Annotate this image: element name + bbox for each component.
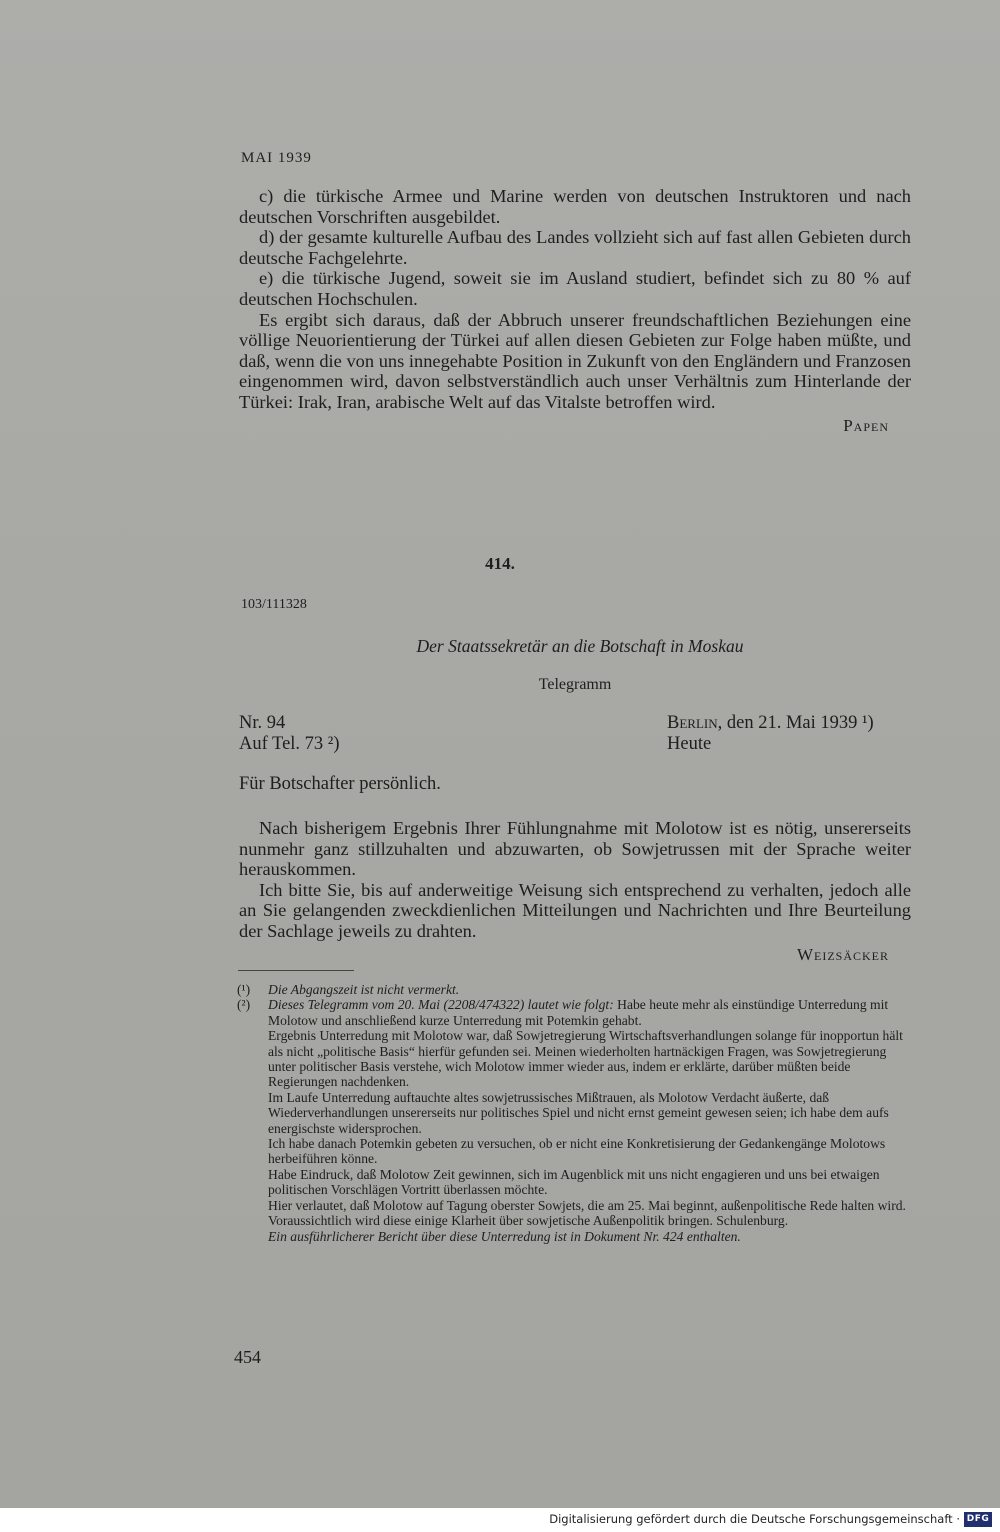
continuation-text bbox=[239, 186, 911, 436]
telegram-meta-right bbox=[667, 713, 874, 755]
telegram-urgency: Heute bbox=[667, 734, 712, 754]
footnote-2-mark: (²) bbox=[237, 997, 251, 1013]
telegram-body bbox=[239, 818, 911, 965]
continuation-paragraph-d: d) der gesamte kulturelle Aufbau des Landes vollzieht sich auf fast allen Gebieten durch deutsche Fachgelehrte. bbox=[239, 227, 911, 268]
telegram-dateline bbox=[667, 713, 874, 734]
digitization-footer bbox=[0, 1508, 1000, 1532]
document-kind: Telegramm bbox=[538, 676, 612, 693]
telegram-paragraph: Nach bisherigem Ergebnis Ihrer Fühlungnahme mit Molotow ist es nötig, unsererseits nunmehr ganz stillzuhalten und abzuwarten, ob Sowjetrussen mit der Sprache weiter herauskommen. bbox=[239, 818, 911, 880]
continuation-paragraph-c: c) die türkische Armee und Marine werden von deutschen Instruktoren und nach deutschen Vorschriften ausgebildet. bbox=[239, 186, 911, 227]
file-reference: 103/111328 bbox=[241, 597, 307, 612]
footnote-2-paragraph: Habe Eindruck, daß Molotow Zeit gewinnen, sich im Augenblick mit uns nicht engagieren und uns bei etwaigen politischen Vorschlägen Vortritt überlassen möchte. bbox=[268, 1166, 880, 1198]
running-head: MAI 1939 bbox=[241, 150, 312, 166]
document-number: 414. bbox=[485, 554, 515, 573]
signature-weizsaecker: Weizsäcker bbox=[796, 944, 889, 964]
footnote-2-paragraph: Hier verlautet, daß Molotow auf Tagung oberster Sowjets, die am 25. Mai beginnt, außenpolitische Rede halten wird. Voraussichtlich wird diese einige Klarheit über sowjetische Außenpolitik bringen. Schulenburg. bbox=[268, 1197, 906, 1229]
telegram-paragraph: Ich bitte Sie, bis auf anderweitige Weisung sich entsprechend zu verhalten, jedoch alle an Sie gelangenden zweckdienlichen Mitteilungen und Nachrichten und Ihre Beurteilung der Sachlage jeweils zu drahten. bbox=[239, 879, 911, 941]
dfg-credit-text: Digitalisierung gefördert durch die Deutsche Forschungsgemeinschaft · bbox=[549, 1512, 960, 1526]
footnote-2-closing: Ein ausführlicherer Bericht über diese Unterredung ist in Dokument Nr. 424 enthalten. bbox=[268, 1228, 741, 1244]
footnote-2-intro-text: Habe heute mehr als einstündige Unterredung mit Molotow und anschließend kurze Unterredung mit Potemkin gehabt. bbox=[268, 997, 889, 1028]
footnote-2 bbox=[237, 997, 911, 1028]
document-title: Der Staatssekretär an die Botschaft in Moskau bbox=[416, 636, 744, 656]
page-number: 454 bbox=[234, 1347, 261, 1367]
continuation-paragraph-e: e) die türkische Jugend, soweit sie im Ausland studiert, befindet sich zu 80 % auf deutschen Hochschulen. bbox=[239, 268, 911, 309]
telegram-place: Berlin bbox=[667, 713, 718, 733]
footnote-rule bbox=[238, 970, 354, 971]
footnote-1-text: Die Abgangszeit ist nicht vermerkt. bbox=[268, 982, 460, 997]
telegram-reference: Auf Tel. 73 ²) bbox=[239, 734, 340, 754]
footnote-1 bbox=[237, 982, 911, 997]
telegram-number: Nr. 94 bbox=[239, 713, 286, 733]
addressee-line: Für Botschafter persönlich. bbox=[239, 774, 441, 794]
continuation-paragraph-conclusion: Es ergibt sich daraus, daß der Abbruch unserer freundschaftlichen Beziehungen eine völlige Neuorientierung der Türkei auf allen diesen Gebieten zur Folge haben müßte, und daß, wenn die von uns innegehabte Position in Zukunft von den Engländern und Franzosen eingenommen wird, davon selbstverständlich auch unser Verhältnis zum Hinterlande der Türkei: Irak, Iran, arabische Welt auf das Vitalste betroffen wird. bbox=[239, 309, 911, 412]
telegram-meta-left bbox=[239, 713, 340, 755]
telegram-date: , den 21. Mai 1939 ¹) bbox=[717, 713, 874, 733]
dfg-logo: DFG bbox=[964, 1512, 992, 1527]
footnote-2-paragraph: Ergebnis Unterredung mit Molotow war, daß Sowjetregierung Wirtschaftsverhandlungen solange für inopportun hält als nicht „politische Basis“ hierfür gefunden sei. Meinen wiederholten hartnäckigen Fragen, was Sowjetregierung unter politischer Basis verstehe, wich Molotow immer wieder aus, indem er erklärte, darüber müßten beide Regierungen nachdenken. bbox=[268, 1028, 903, 1090]
footnotes bbox=[237, 982, 911, 1244]
footnote-2-paragraph: Ich habe danach Potemkin gebeten zu versuchen, ob er nicht eine Konkretisierung der Gedankengänge Molotows herbeiführen könne. bbox=[268, 1136, 886, 1167]
footnote-1-mark: (¹) bbox=[237, 982, 251, 997]
footnote-2-paragraph: Im Laufe Unterredung auftauchte altes sowjetrussisches Mißtrauen, als Molotow Verdacht äußerte, daß Wiederverhandlungen unsererseits nur politisches Spiel und nicht ernst gemeint gewesen seien; ich habe dem aufs energischste widersprochen. bbox=[268, 1089, 889, 1136]
footnote-2-intro-italic: Dieses Telegramm vom 20. Mai (2208/474322) lautet wie folgt: bbox=[268, 997, 614, 1013]
signature-papen: Papen bbox=[843, 415, 889, 435]
